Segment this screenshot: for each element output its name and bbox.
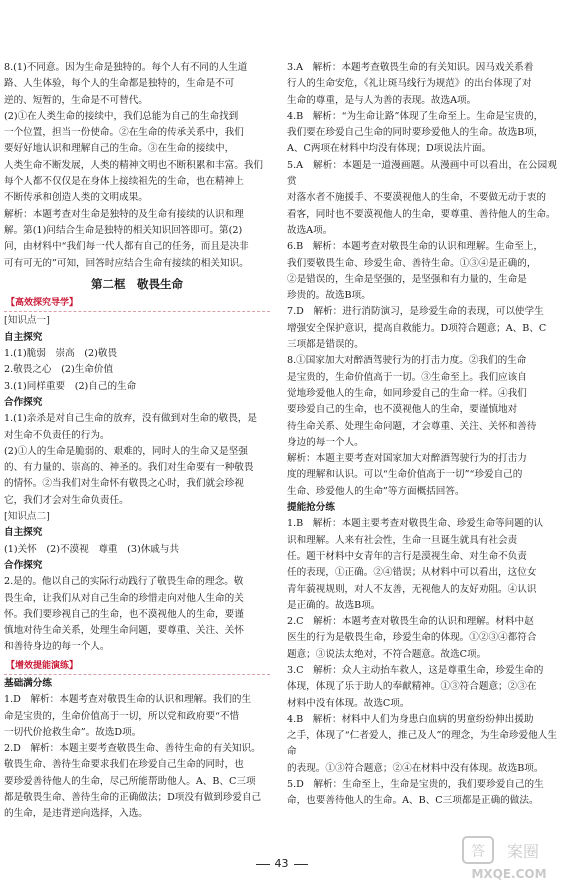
answer-line: 看客，同时也不要漠视他人的生命，要尊重、善待他人的生命。 (287, 208, 556, 220)
answer-line: 要珍爱善待他人的生命，尽己所能帮助他人。A、B、C三项 (4, 775, 256, 787)
answer-line: 我们要在珍爱自己生命的同时要珍爱他人的生命。故选B项， (287, 127, 544, 139)
svg-text:答: 答 (471, 844, 485, 860)
left-column (4, 60, 270, 823)
answer-line: 待生命关系、处理生命问题，才会尊重、关注、关怀和善待 (287, 420, 537, 432)
answer-line: 题意；③说法太绝对，不符合题意。故选C项。 (287, 648, 487, 660)
answer-line: 身边的每一个人。 (287, 436, 364, 448)
answer-line: 一个位置，担当一份使命。②在生命的传承关系中，我们 (4, 127, 244, 139)
coop-answers-1 (4, 411, 270, 509)
answer-line: 青年藐视规则，对人不友善，无视他人的友好劝阻。④认识 (287, 583, 537, 595)
answer-line: 1.D 解析：本题考查对敬畏生命的认识和理解。我们的生 (4, 694, 252, 706)
answer-line: 8.①国家加大对醉酒驾驶行为的打击力度。②我们的生命 (287, 355, 527, 367)
answer-line: 5.A 解析：本题是一道漫画题。从漫画中可以看出，在公园观赏 (287, 159, 557, 188)
advanced-practice-heading: 提能抢分练 (287, 502, 335, 514)
answer-line: 都是敬畏生命、善待生命的正确做法；D项没有做到珍爱自己 (4, 792, 262, 804)
answer-line: 之手，体现了“仁者爱人，推己及人”的理念，为生命珍爱他人生命 (287, 730, 557, 758)
answer-line: 3.A 解析：本题考查敬畏生命的有关知识。因马戏关系着 (287, 62, 534, 73)
basic-practice-heading: 基础满分练 (4, 677, 52, 689)
answer-line: 逆的、短暂的，生命是不可替代。 (4, 94, 148, 106)
answer-line: 觉地珍爱他人的生命，如同珍爱自己的生命一样。④我们 (287, 387, 527, 399)
answer-line: 行人的生命安危，《礼让斑马线行为规范》的出台体现了对 (287, 78, 532, 90)
answer-line: 命，也要善待他人的生命。A、B、C三项都是正确的做法。 (287, 795, 539, 807)
answer-line: 一切代价抢救生命”。故选D项。 (4, 726, 142, 738)
section-title: 第二框 敬畏生命 (91, 276, 183, 291)
answer-line: 生命的尊重，是与人为善的表现。故选A项。 (287, 94, 477, 106)
answer-line: A、C两项在材料中均没有体现；D项说法片面。 (287, 143, 492, 155)
answer-line: 8.(1)不同意。因为生命是独特的。每个人有不同的人生道 (4, 62, 248, 73)
analysis-line: 问，由材料中“我们每一代人都有自己的任务，而且是决非 (4, 241, 249, 253)
analysis-line: 可有可无的”可知，回答时应结合生命有接续的相关知识。 (4, 257, 249, 269)
answer-line: 任。题干材料中女青年的言行是漠视生命、对生命不负责 (287, 550, 527, 562)
answer-line: 路、人生体验，每个人的生命都是独特的，生命是不可 (4, 78, 235, 90)
answer-line: (1)关怀 (2)不漠视 尊重 (3)休戚与共 (4, 543, 180, 555)
answer-line: 是宝贵的，生命价值高于一切。③生命至上。我们应该自 (287, 371, 527, 383)
self-study-answers-2 (4, 542, 270, 558)
question-8-answer (4, 60, 270, 207)
answer-line: 3.C 解析：众人主动抬车救人，这是尊重生命，珍爱生命的 (287, 664, 544, 676)
answer-line: 对生命不负责任的行为。 (4, 429, 110, 441)
answer-line: 2.是的。他以自己的实际行动践行了敬畏生命的理念。敬 (4, 576, 244, 588)
answer-line: 4.B 解析：材料中人们为身患白血病的男童纷纷伸出援助 (287, 713, 534, 725)
coop-heading-1: 合作探究 (4, 396, 43, 408)
answer-line: 人类生命不断发展，人类的精神文明也不断积累和丰富。我们 (4, 159, 264, 171)
page-number: 43 (0, 857, 563, 870)
answer-line: 2.敬畏之心 (2)生命价值 (4, 364, 114, 376)
answer-line: 它，我们才会对生命负责任。 (4, 494, 129, 506)
answer-line: (2)①在人类生命的接续中，我们总能为自己的生命找到 (4, 110, 239, 122)
answer-line: 医生的行为是敬畏生命，珍爱生命的体现。①②③④都符合 (287, 632, 537, 644)
answer-line: 5.D 解析：生命至上，生命是宝贵的，我们要珍爱自己的生 (287, 779, 544, 791)
answer-line: 珍贵的。故选B项。 (287, 290, 371, 302)
answer-line: 1.(1)亲杀是对自己生命的放弃，没有做到对生命的敬畏，是 (4, 413, 257, 425)
answer-line: 的情怀。②当我们对生命怀有敬畏之心时，我们就会珍视 (4, 478, 244, 490)
knowledge-point-1: [知识点一] (4, 315, 50, 327)
answer-line: 生命、珍爱他人的生命”等方面概括回答。 (287, 485, 465, 497)
answer-line: 2.C 解析：本题考查对敬畏生命的认识和理解。材料中赵 (287, 616, 534, 628)
right-column (287, 60, 557, 810)
answer-line: 每个人都不仅仅是在身体上接续祖先的生命，也在精神上 (4, 176, 244, 188)
basic-practice-answers-continued (287, 60, 557, 500)
answer-line: 3.(1)同样重要 (2)自己的生命 (4, 380, 137, 392)
answer-line: 不断传承和创造人类的文明成果。 (4, 192, 148, 204)
self-study-heading-1: 自主探究 (4, 331, 43, 343)
answer-line: 是正确的。故选B项。 (287, 599, 381, 611)
answer-line: 4.B 解析：“为生命让路”体现了生命至上。生命是宝贵的， (287, 110, 544, 122)
answer-line: 对落水者不施援手、不要漠视他人的生命，不要做无动于衷的 (287, 192, 547, 204)
knowledge-point-2: [知识点二] (4, 511, 50, 523)
question-8-analysis (4, 207, 270, 272)
watermark-logo (461, 833, 557, 883)
section-tag-guide: 【 高效探究导学 】 (4, 297, 80, 310)
answer-line: 1.(1)脆弱 崇高 (2)敬畏 (4, 348, 118, 360)
answer-line: 的表现。①③符合题意；②④在材料中没有体现。故选B项。 (287, 762, 544, 774)
coop-answers-2 (4, 574, 270, 655)
answer-line: 材料中没有体现。故选C项。 (287, 697, 410, 709)
answer-line: (2)①人的生命是脆弱的、艰难的，同时人的生命又是坚强 (4, 445, 248, 457)
self-study-answers-1 (4, 346, 270, 395)
answer-line: 故选A项。 (287, 224, 333, 236)
basic-practice-answers (4, 692, 270, 822)
answer-line: 1.B 解析：本题主要考查对敬畏生命、珍爱生命等问题的认 (287, 518, 544, 530)
answer-line: 增强安全保护意识，提高自救能力。D项符合题意；A、B、C (287, 322, 547, 334)
answer-line: 识和理解。人来有社会性，生命一旦诞生就具有社会责 (287, 534, 518, 546)
answer-line: 的、有力量的、崇高的、神圣的。我们对生命要有一种敬畏 (4, 462, 254, 474)
answer-line: 的生命，是违背逆向选择，入选。 (4, 808, 148, 820)
answer-line: 命是宝贵的，生命价值高于一切，所以党和政府要“不惜 (4, 710, 240, 722)
answer-line: 敬畏生命、善待生命要求我们在珍爱自己生命的同时，也 (4, 759, 244, 771)
answer-line: 慎地对待生命关系，处理生命问题，要尊重、关注、关怀 (4, 625, 244, 637)
answer-line: 要珍爱自己的生命，也不漠视他人的生命，要谨慎地对 (287, 404, 518, 416)
answer-line: 度的理解和认识。可以“生命价值高于一切”“珍爱自己的 (287, 469, 523, 481)
answer-line: 畏生命，让我们从对自己生命的珍惜走向对他人生命的关 (4, 592, 244, 604)
answer-line: 怀。我们要珍视自己的生命，也不漠视他人的生命，要谨 (4, 608, 244, 620)
self-study-heading-2: 自主探究 (4, 527, 43, 539)
analysis-line: 解。第(1)问结合生命是独特的相关知识回答即可。第(2) (4, 224, 243, 236)
svg-text:MXQE.COM: MXQE.COM (471, 867, 547, 881)
answer-line: 任的表现，①正确。②④错误；从材料中可以看出，这位女 (287, 567, 537, 579)
answer-line: ②是错误的，生命是坚强的，是坚强和有力量的，生命是 (287, 273, 527, 285)
answer-line: 体现，体现了乐于助人的奉献精神。①③符合题意；②③在 (287, 681, 537, 693)
section-tag-practice: 【 增效提能演练 】 (4, 660, 80, 673)
advanced-practice-answers (287, 516, 557, 809)
answer-line: 和善待身边的每一个人。 (4, 641, 110, 653)
answer-line: 我们要敬畏生命、珍爱生命、善待生命。①③④是正确的， (287, 257, 537, 269)
coop-heading-2: 合作探究 (4, 559, 43, 571)
svg-text:案圈: 案圈 (506, 842, 540, 861)
answer-line: 解析：本题主要考查对国家加大对醉酒驾驶行为的打击力 (287, 453, 527, 465)
answer-line: 2.D 解析：本题主要考查敬畏生命、善待生命的有关知识。 (4, 743, 261, 755)
analysis-line: 解析：本题考查对生命是独特的及生命有接续的认识和理 (4, 208, 244, 220)
answer-line: 6.B 解析：本题考查对敬畏生命的认识和理解。生命至上， (287, 241, 544, 253)
answer-line: 7.D 解析：进行消防演习，是珍爱生命的表现，可以使学生 (287, 306, 544, 318)
answer-line: 要好好地认识和理解自己的生命。③在生命的接续中， (4, 143, 235, 155)
answer-line: 三项都是错误的。 (287, 339, 364, 351)
